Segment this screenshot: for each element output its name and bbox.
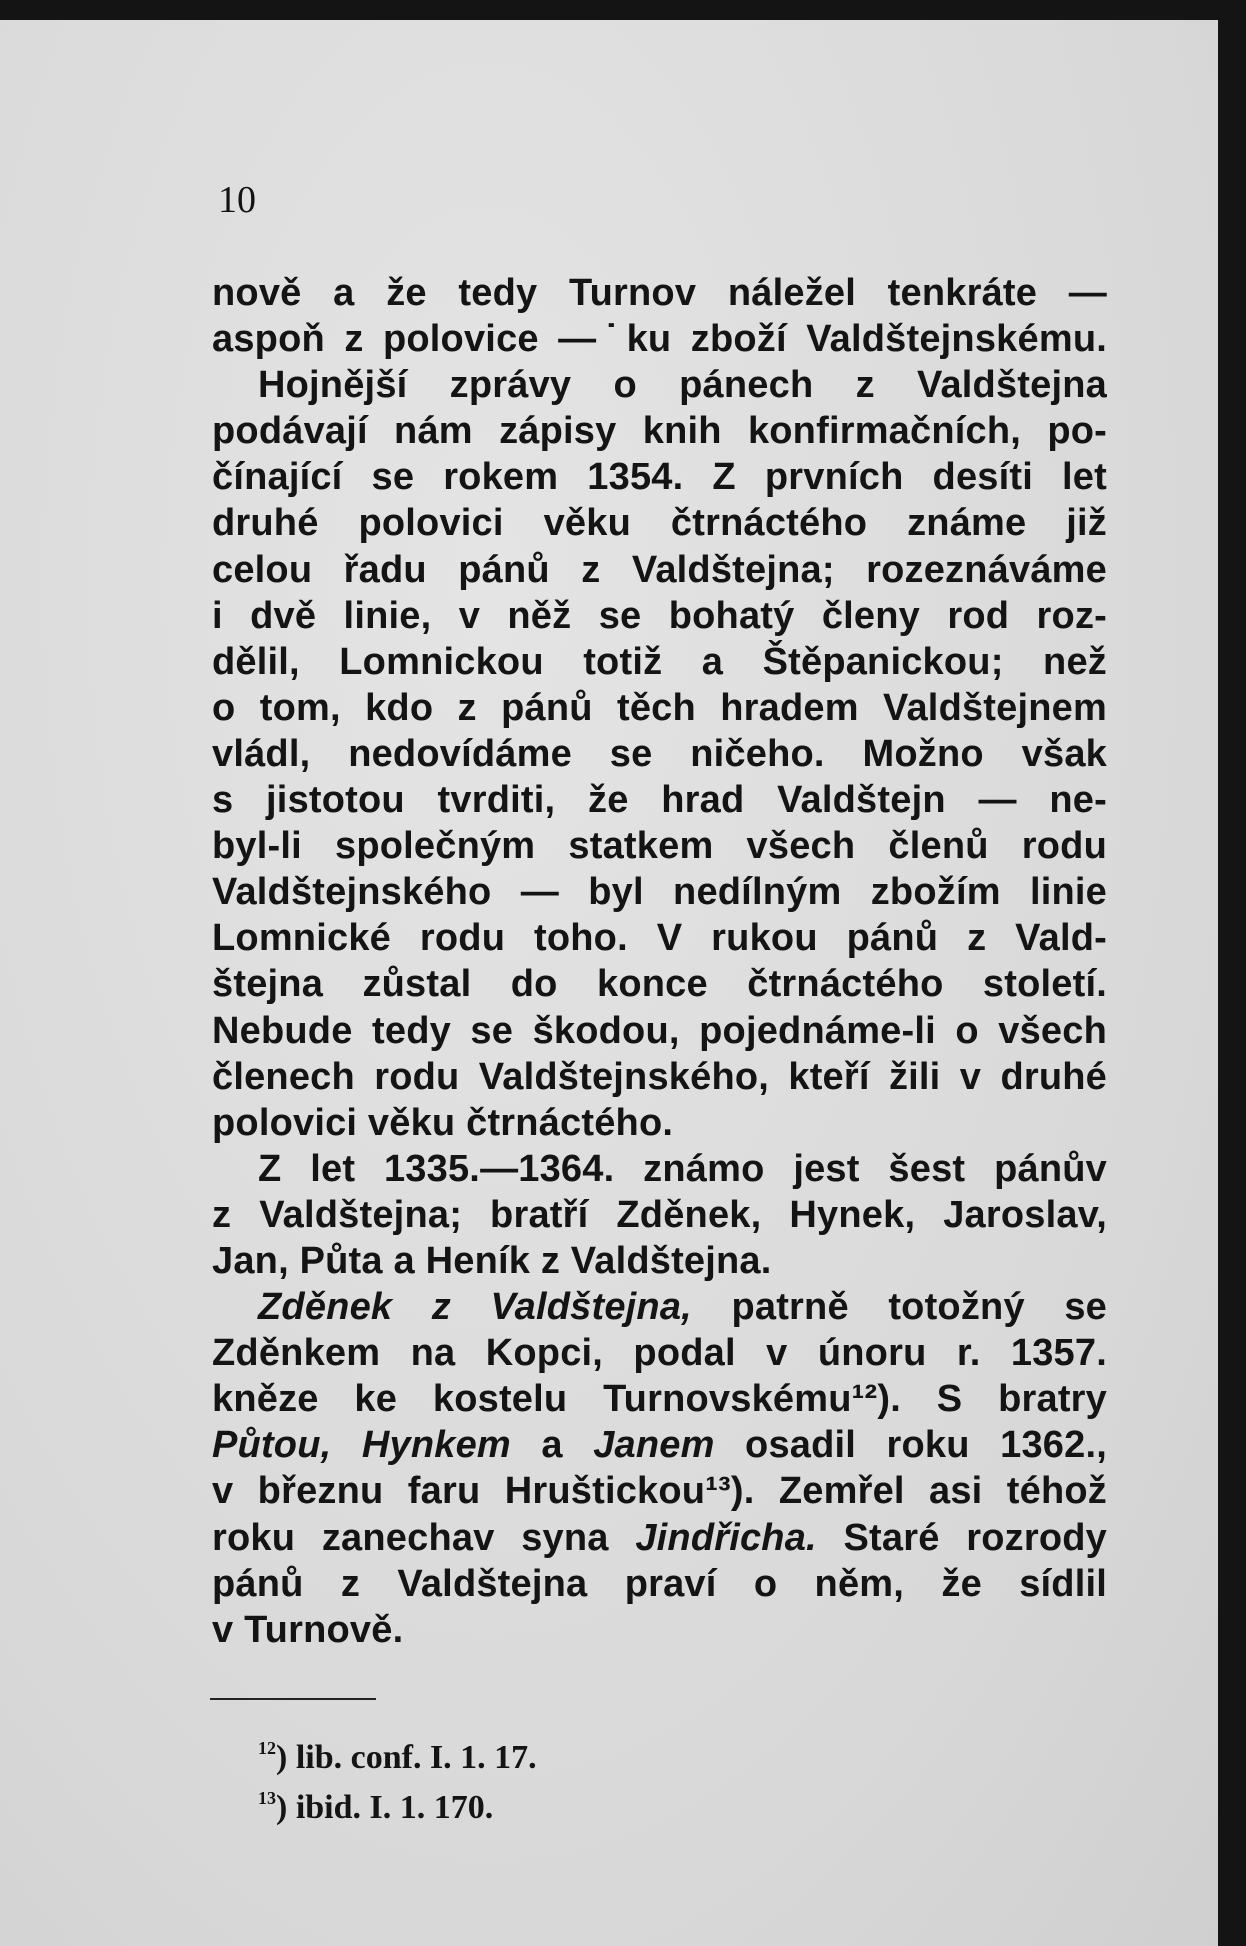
text-line [212,1515,1107,1561]
text-line: celou řadu pánů z Valdštejna; rozeznáváme [212,548,1107,591]
text-line: dělil, Lomnickou totiž a Štěpanickou; než [212,640,1107,683]
text-line: byl-li společným statkem všech členů rodu [212,825,1107,868]
italic-name: Půtou, [212,1424,332,1467]
text-line: pánů z Valdštejna praví o něm, že sídlil [212,1562,1107,1605]
text-line: Lomnické rodu toho. V rukou pánů z Vald- [212,917,1107,960]
text-segment: Staré rozrody [816,1516,1107,1559]
text-line: i dvě linie, v něž se bohatý členy rod roz- [212,594,1107,637]
text-line: Jan, Půta a Heník z Valdštejna. [212,1239,772,1282]
italic-name: Jindřicha. [635,1516,817,1559]
scan-border-right [1218,0,1246,1946]
text-line: Nebude tedy se škodou, pojednáme-li o všech [212,1009,1107,1052]
page-number: 10 [218,179,256,221]
text-line: druhé polovici věku čtrnáctého známe již [212,502,1107,545]
text-line: aspoň z polovice —˙ku zboží Valdštejnskému. [212,318,1107,361]
footnotes [258,1728,537,1828]
footnote-text: ) lib. conf. I. 1. 17. [276,1739,537,1776]
footnote [258,1728,537,1778]
text-segment [331,1424,361,1466]
text-line: vládl, nedovídáme se ničeho. Možno však [212,732,1107,775]
footnote-text: ) ibid. I. 1. 170. [276,1789,494,1826]
italic-name: Janem [593,1424,715,1467]
footnote-separator [210,1698,376,1700]
text-line: polovici věku čtrnáctého. [212,1101,674,1144]
text-line: z Valdštejna; bratří Zděnek, Hynek, Jaroslav, [212,1193,1107,1236]
text-line: podávají nám zápisy knih konfirmačních, po- [212,410,1107,453]
text-line: Z let 1335.—1364. známo jest šest pánův [258,1147,1107,1190]
text-line [212,1284,1107,1330]
text-line: Valdštejnského — byl nedílným zbožím linie [212,871,1107,914]
text-line: v březnu faru Hruštickou¹³). Zemřel asi téhož [212,1470,1107,1513]
text-line: čínající se rokem 1354. Z prvních desíti let [212,456,1107,499]
text-line: s jistotou tvrditi, že hrad Valdštejn — ne- [212,779,1107,822]
text-segment: a [510,1424,594,1467]
text-segment: patrně totožný se [691,1286,1107,1329]
italic-name: Zděnek z Valdštejna, [258,1286,692,1329]
text-segment: osadil roku 1362., [714,1424,1107,1467]
text-line: Zděnkem na Kopci, podal v únoru r. 1357. [212,1332,1107,1375]
text-line: členech rodu Valdštejnského, kteří žili v druhé [212,1055,1107,1098]
text-line: o tom, kdo z pánů těch hradem Valdštejnem [212,686,1107,729]
footnote-mark: 13 [258,1788,276,1808]
scan-border-top [0,0,1246,20]
italic-name: Hynkem [361,1424,511,1467]
text-line: štejna zůstal do konce čtrnáctého století. [212,963,1107,1006]
text-line: nově a že tedy Turnov náležel tenkráte — [212,272,1107,314]
text-line: Hojnější zprávy o pánech z Valdštejna [258,364,1107,407]
footnote-mark: 12 [258,1738,276,1758]
text-segment: roku zanechav syna [212,1516,636,1559]
text-line: v Turnově. [212,1608,404,1651]
text-line: kněze ke kostelu Turnovskému¹²). S bratry [212,1378,1107,1421]
text-line [212,1422,1107,1468]
footnote [258,1778,537,1828]
body-text [212,270,1107,1653]
